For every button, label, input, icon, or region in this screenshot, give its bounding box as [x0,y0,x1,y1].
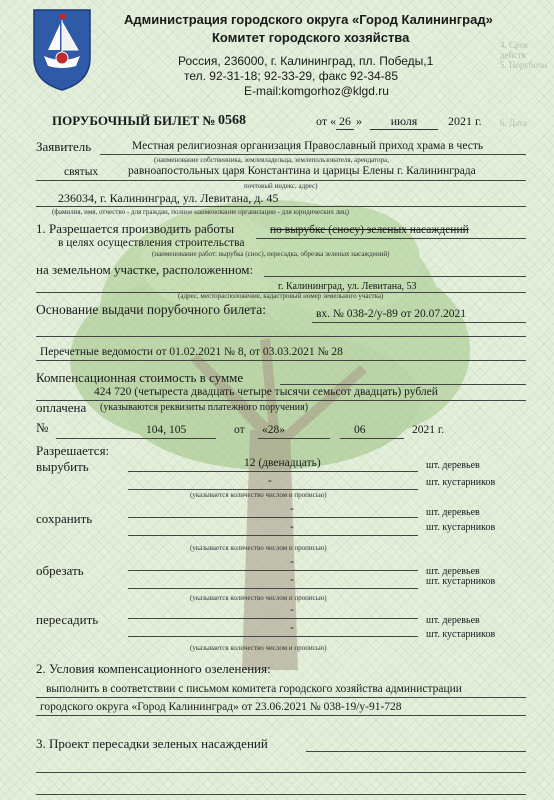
applicant-hint3: (фамилия, имя, отчество - для граждан, полное наименование организации - для юридических лиц) [52,208,350,216]
inventory-lists: Перечетные ведомости от 01.02.2021 № 8, от 03.03.2021 № 28 [40,346,343,358]
org-name-line2: Комитет городского хозяйства [212,30,410,45]
underline [36,360,526,361]
underline [36,206,526,207]
permits-header: Разрешается: [36,443,110,458]
date-prefix: от « [316,114,337,128]
underline [36,772,526,773]
permit-transplant-shrubs: - [290,622,294,634]
applicant-value-prefix: святых [64,166,99,178]
section2-label: 2. Условия компенсационного озеленения: [36,661,271,676]
basis-value: вх. № 038-2/у-89 от 20.07.2021 [316,308,467,320]
date-mid: » [356,114,362,128]
underline [312,322,526,323]
section2-line1: выполнить в соответствии с письмом комитета городского хозяйства администрации [46,683,462,695]
count-hint: (указывается количество числом и прописью) [190,544,327,552]
applicant-label: Заявитель [36,139,92,154]
plot-hint: (адрес, месторасположение, кадастровый номер земельного участка) [178,292,384,300]
underline [306,751,526,752]
permit-cut-shrubs: - [268,475,272,487]
compensation-amount: 424 720 (четыреста двадцать четыре тысячи семьсот двадцать) рублей [94,386,438,398]
underline [128,535,418,536]
unit-shrubs: шт. кустарников [426,576,496,587]
underline [100,154,526,155]
unit-trees: шт. деревьев [426,507,480,518]
section3-label: 3. Проект пересадки зеленых насаждений [36,736,268,751]
permit-cut-trees: 12 (двенадцать) [244,457,321,469]
permit-prune-shrubs: - [290,574,294,586]
paid-hint: (указываются реквизиты платежного поручения) [100,402,309,413]
org-address: Россия, 236000, г. Калининград, пл. Победы,1 [178,54,434,68]
underline [36,715,526,716]
bleed-line: 4. Срок действ [500,40,529,60]
underline [128,471,418,472]
count-hint: (указывается количество числом и прописью) [190,491,327,499]
underline [36,180,526,181]
underline [128,517,418,518]
payment-date-from: от [234,424,245,436]
permit-keep-trees: - [290,503,294,515]
applicant-value-line1: Местная религиозная организация Православный приход храма в честь [132,140,484,152]
underline [36,794,526,795]
paid-label: оплачена [36,400,87,415]
permit-row-label-transplant: пересадить [36,612,99,627]
background-bleed-text [494,30,554,450]
payment-number: 104, 105 [146,424,187,436]
plot-label: на земельном участке, расположенном: [36,262,254,277]
document-title: ПОРУБОЧНЫЙ БИЛЕТ № [52,113,216,128]
bleed-line: 5. Порубочн [500,60,547,70]
payment-year: 2021 г. [412,424,445,436]
applicant-value-line2: равноапостольных царя Константина и царицы Елены г. Калининграда [128,165,476,177]
date-day: 26 [336,114,354,130]
applicant-hint2: почтовый индекс, адрес) [244,182,318,190]
unit-trees: шт. деревьев [426,615,480,626]
basis-label: Основание выдачи порубочного билета: [36,302,266,317]
underline [36,400,526,401]
org-phones: тел. 92-31-18; 92-33-29, факс 92-34-85 [184,69,399,83]
work-purpose: в целях осуществления строительства [58,237,245,249]
org-name-line1: Администрация городского округа «Город Калининград» [124,12,493,27]
compensation-label: Компенсационная стоимость в сумме [36,370,244,385]
underline [264,276,526,277]
work-type-value: по вырубке (сносу) зеленых насаждений [270,224,469,236]
underline [128,570,418,571]
bleed-line: 6. Дата [500,118,527,128]
underline [36,697,526,698]
unit-trees: шт. деревьев [426,460,480,471]
underline [36,336,526,337]
underline [280,384,526,385]
underline [128,489,418,490]
date-year: 2021 г. [448,114,482,128]
permit-prune-trees: - [290,556,294,568]
unit-shrubs: шт. кустарников [426,522,496,533]
applicant-hint1: (наименование собственника, землевладельца, землепользователя, арендатора, [154,156,389,164]
count-hint: (указывается количество числом и прописью) [190,594,327,602]
section2-line2: городского округа «Город Калининград» от 23.06.2021 № 038-19/у-91-728 [40,701,402,713]
permit-number: 0568 [218,113,246,128]
underline [340,438,404,439]
payment-number-label: № [36,420,49,435]
underline [258,438,330,439]
underline [128,618,418,619]
permit-row-label-prune: обрезать [36,563,84,578]
underline [128,636,418,637]
unit-shrubs: шт. кустарников [426,629,496,640]
date-month: июля [370,114,438,130]
count-hint: (указывается количество числом и прописью) [190,644,327,652]
applicant-value-line3: 236034, г. Калининград, ул. Левитана, д. 45 [58,191,279,205]
section1-label: 1. Разрешается производить работы [36,221,235,236]
org-email: E-mail:komgorhoz@klgd.ru [244,84,389,98]
permit-row-label-keep: сохранить [36,511,93,526]
underline [128,588,418,589]
unit-shrubs: шт. кустарников [426,477,496,488]
underline [256,238,526,239]
permit-keep-shrubs: - [290,521,294,533]
permit-row-label-cut: вырубить [36,459,89,474]
city-coat-of-arms-icon [30,6,94,92]
plot-address: г. Калининград, ул. Левитана, 53 [278,281,417,292]
underline [56,438,216,439]
unit-trees: шт. деревьев [426,566,480,577]
payment-month: 06 [354,424,366,436]
permit-transplant-trees: - [290,604,294,616]
work-hint: (наименование работ: вырубка (снос), пересадка, обрезка зеленых насаждений) [152,250,390,258]
payment-day: «28» [262,424,285,436]
